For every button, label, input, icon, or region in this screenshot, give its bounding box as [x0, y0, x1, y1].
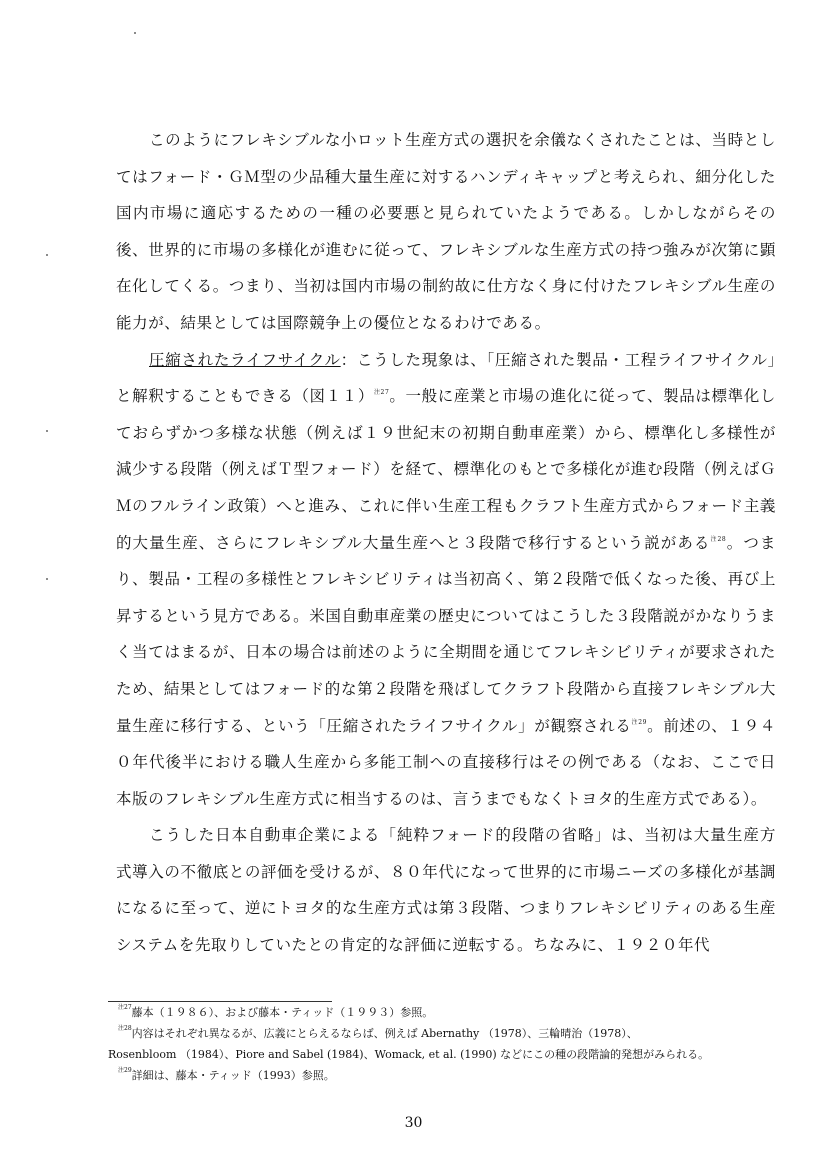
footnote-29 — [108, 1065, 778, 1086]
page-number: 30 — [404, 1115, 423, 1131]
footnote-27-text: 藤本（１９８６）、および藤本・ティッド（１９９３）参照。 — [131, 1006, 434, 1019]
footnote-28-text-a: 内容はそれぞれ異なるが、広義にとらえるならば、例えば Abernathy （1978）、三輪晴治（1978）、 — [131, 1027, 638, 1040]
paragraph-1: このようにフレキシブルな小ロット生産方式の選択を余儀なくされたことは、当時としてはフォード・ＧＭ型の少品種大量生産に対するハンディキャップと考えられ、細分化した国内市場に適応するための一種の必要悪と見られていたようである。しかしながらその後、世界的に市場の多様化が進むに従って、フレキシブルな生産方式の持つ強みが次第に顕在化してくる。つまり、当初は国内市場の制約故に仕方なく身に付けたフレキシブル生産の能力が、結果としては国際競争上の優位となるわけである。 — [116, 131, 776, 332]
paragraph-2 — [116, 342, 776, 818]
paragraph-3: こうした日本自動車企業による「純粋フォード的段階の省略」は、当初は大量生産方式導入の不徹底との評価を受けるが、８０年代になって世界的に市場ニーズの多様化が基調になるに至って、逆にトヨタ的な生産方式は第３段階、つまりフレキシビリティのある生産システムを先取りしていたとの肯定的な評価に逆転する。ちなみに、１９２０年代 — [116, 826, 776, 955]
scan-speck — [46, 430, 48, 432]
footnotes — [108, 1002, 778, 1086]
scan-speck — [134, 32, 136, 34]
footnote-27-mark: 注27 — [118, 1004, 132, 1011]
footnote-29-mark: 注29 — [118, 1067, 132, 1074]
paragraph-2-text-a: ：こうした現象は、「圧縮された製品・工程ライフサイクル」と解釈することもできる（図１１） — [116, 350, 776, 406]
body-text — [116, 122, 776, 964]
scan-speck — [46, 578, 48, 580]
footnote-ref-29: 注29 — [631, 718, 648, 726]
footnote-28-continued: Rosenbloom （1984）、Piore and Sabel (1984)、Womack, et al. (1990) などにこの種の段階論的発想がみられる。 — [108, 1048, 710, 1061]
scan-speck — [46, 254, 48, 256]
paragraph-2-text-c: 。つまり、製品・工程の多様性とフレキシビリティは当初高く、第２段階で低くなった後、再び上昇するという見方である。米国自動車産業の歴史についてはこうした３段階説がかなりうまく当てはまるが、日本の場合は前述のように全期間を通じてフレキシビリティが要求されたため、結果としてはフォード的な第２段階を飛ばしてクラフト段階から直接フレキシブル大量生産に移行する、という「圧縮されたライフサイクル」が観察される — [116, 533, 776, 735]
footnote-ref-27: 注27 — [373, 389, 390, 397]
paragraph-2-text-d: 。前述の、１９４０年代後半における職人生産から多能工制への直接移行はその例である（なお、ここで日本版のフレキシブル生産方式に相当するのは、言うまでもなくトヨタ的生産方式である）。 — [116, 716, 776, 808]
footnote-28 — [108, 1023, 778, 1044]
footnote-ref-28: 注28 — [710, 535, 727, 543]
footnote-27 — [108, 1002, 778, 1023]
section-heading: 圧縮されたライフサイクル — [149, 350, 341, 369]
footnote-29-text: 詳細は、藤本・ティッド（1993）参照。 — [131, 1069, 335, 1082]
footnote-28-mark: 注28 — [118, 1025, 132, 1032]
paragraph-2-text-b: 。一般に産業と市場の進化に従って、製品は標準化しておらずかつ多様な状態（例えば１９世紀末の初期自動車産業）から、標準化し多様性が減少する段階（例えばＴ型フォード）を経て、標準化のもとで多様化が進む段階（例えばＧＭのフルライン政策）へと進み、これに伴い生産工程もクラフト生産方式からフォード主義的大量生産、さらにフレキシブル大量生産へと３段階で移行するという説がある — [116, 387, 777, 552]
